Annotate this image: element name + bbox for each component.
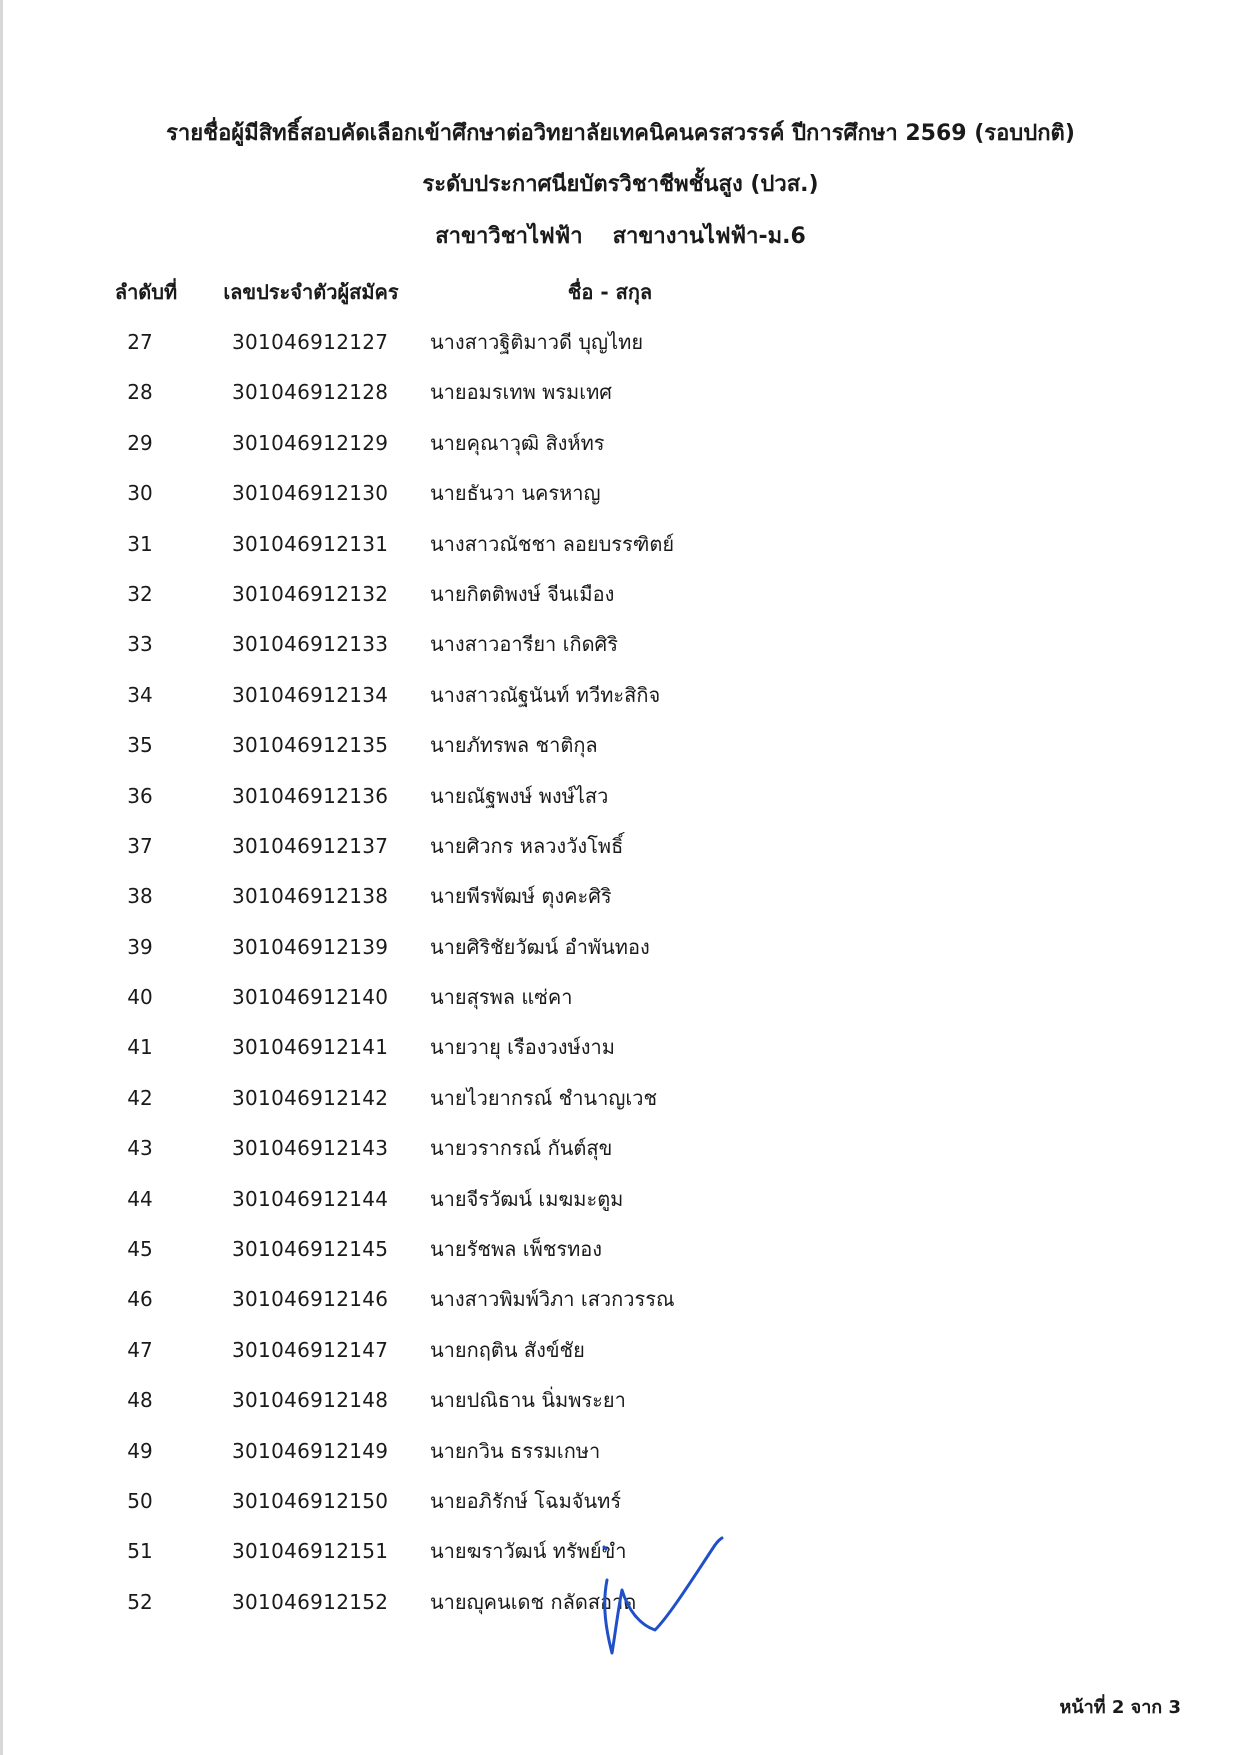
row-applicant-id: 301046912150 xyxy=(232,1488,389,1513)
table-row xyxy=(0,831,1241,881)
table-row xyxy=(0,478,1241,528)
row-seq: 29 xyxy=(127,430,153,455)
row-applicant-id: 301046912145 xyxy=(232,1237,389,1262)
row-seq: 41 xyxy=(127,1035,153,1060)
row-applicant-id: 301046912135 xyxy=(232,733,389,758)
department-line xyxy=(0,222,1241,252)
row-full-name: นางสาวพิมพ์วิภา เสวกวรรณ xyxy=(430,1287,675,1312)
department-label: สาขาวิชาไฟฟ้า xyxy=(435,224,583,249)
table-row xyxy=(0,1436,1241,1486)
row-seq: 33 xyxy=(127,632,153,657)
table-row xyxy=(0,1486,1241,1536)
row-seq: 30 xyxy=(127,481,153,506)
applicant-list xyxy=(0,327,1241,1637)
column-header-applicant-id: เลขประจำตัวผู้สมัคร xyxy=(223,280,399,304)
row-full-name: นายศิวกร หลวงวังโพธิ์ xyxy=(430,833,624,858)
row-seq: 35 xyxy=(127,733,153,758)
row-full-name: นายณัฐพงษ์ พงษ์ไสว xyxy=(430,783,609,808)
table-row xyxy=(0,327,1241,377)
row-seq: 43 xyxy=(127,1136,153,1161)
row-full-name: นายคุณาวุฒิ สิงห์ทร xyxy=(430,430,605,455)
row-applicant-id: 301046912138 xyxy=(232,884,389,909)
table-row xyxy=(0,982,1241,1032)
page-number: หน้าที่ 2 จาก 3 xyxy=(1059,1697,1181,1718)
row-full-name: นายญุคนเดช กลัดสอาด xyxy=(430,1589,637,1614)
table-row xyxy=(0,1133,1241,1183)
program-label: สาขางานไฟฟ้า-ม.6 xyxy=(612,224,806,249)
row-seq: 47 xyxy=(127,1337,153,1362)
row-full-name: นายอมรเทพ พรมเทศ xyxy=(430,380,612,405)
row-applicant-id: 301046912130 xyxy=(232,481,389,506)
row-seq: 49 xyxy=(127,1438,153,1463)
row-applicant-id: 301046912128 xyxy=(232,380,389,405)
row-full-name: นายวายุ เรืองวงษ์งาม xyxy=(430,1035,615,1060)
row-seq: 28 xyxy=(127,380,153,405)
row-seq: 44 xyxy=(127,1186,153,1211)
row-full-name: นายศิริชัยวัฒน์ อำพันทอง xyxy=(430,934,650,959)
row-seq: 45 xyxy=(127,1237,153,1262)
table-row xyxy=(0,579,1241,629)
row-full-name: นายรัชพล เพ็ชรทอง xyxy=(430,1237,603,1262)
row-full-name: นายสุรพล แซ่คา xyxy=(430,985,573,1010)
row-applicant-id: 301046912144 xyxy=(232,1186,389,1211)
row-seq: 50 xyxy=(127,1488,153,1513)
row-full-name: นางสาวฐิติมาวดี บุญไทย xyxy=(430,330,644,354)
row-seq: 48 xyxy=(127,1388,153,1413)
row-full-name: นางสาวอารียา เกิดศิริ xyxy=(430,632,618,657)
row-seq: 38 xyxy=(127,884,153,909)
table-row xyxy=(0,529,1241,579)
row-seq: 32 xyxy=(127,581,153,606)
row-applicant-id: 301046912149 xyxy=(232,1438,389,1463)
row-applicant-id: 301046912132 xyxy=(232,581,389,606)
document-subtitle: ระดับประกาศนียบัตรวิชาชีพชั้นสูง (ปวส.) xyxy=(422,172,819,197)
document-title: รายชื่อผู้มีสิทธิ์สอบคัดเลือกเข้าศึกษาต่อวิทยาลัยเทคนิคนครสวรรค์ ปีการศึกษา 2569 (รอบปกติ) xyxy=(166,121,1075,146)
row-applicant-id: 301046912147 xyxy=(232,1337,389,1362)
row-full-name: นายกฤติน สังข์ชัย xyxy=(430,1337,585,1362)
row-applicant-id: 301046912146 xyxy=(232,1287,389,1312)
handwritten-signature xyxy=(600,1535,750,1685)
row-applicant-id: 301046912139 xyxy=(232,934,389,959)
row-full-name: นายปณิธาน นิ่มพระยา xyxy=(430,1388,626,1413)
row-seq: 42 xyxy=(127,1085,153,1110)
row-seq: 31 xyxy=(127,531,153,556)
table-row xyxy=(0,1385,1241,1435)
table-row xyxy=(0,1284,1241,1334)
row-applicant-id: 301046912142 xyxy=(232,1085,389,1110)
row-full-name: นายฆราวัฒน์ ทรัพย์ขำ xyxy=(430,1539,627,1564)
row-applicant-id: 301046912152 xyxy=(232,1589,389,1614)
row-applicant-id: 301046912136 xyxy=(232,783,389,808)
row-seq: 46 xyxy=(127,1287,153,1312)
row-full-name: นางสาวณัชชา ลอยบรรฑิตย์ xyxy=(430,531,675,556)
row-full-name: นายพีรพัฒษ์ ตุงคะศิริ xyxy=(430,884,612,909)
table-row xyxy=(0,1234,1241,1284)
row-applicant-id: 301046912129 xyxy=(232,430,389,455)
row-seq: 36 xyxy=(127,783,153,808)
row-applicant-id: 301046912140 xyxy=(232,985,389,1010)
column-header-full-name: ชื่อ - สกุล xyxy=(567,280,653,304)
row-full-name: นายไวยากรณ์ ชำนาญเวช xyxy=(430,1085,658,1110)
row-full-name: นายกิตติพงษ์ จีนเมือง xyxy=(430,581,615,606)
table-row xyxy=(0,629,1241,679)
table-row xyxy=(0,1032,1241,1082)
row-applicant-id: 301046912133 xyxy=(232,632,389,657)
row-applicant-id: 301046912131 xyxy=(232,531,389,556)
row-seq: 39 xyxy=(127,934,153,959)
row-applicant-id: 301046912137 xyxy=(232,833,389,858)
signature-dot xyxy=(604,1547,606,1549)
row-seq: 34 xyxy=(127,682,153,707)
row-seq: 52 xyxy=(127,1589,153,1614)
table-row xyxy=(0,428,1241,478)
row-full-name: นายภัทรพล ชาติกุล xyxy=(430,733,598,758)
row-full-name: นายอภิรักษ์ โฉมจันทร์ xyxy=(430,1488,622,1513)
row-applicant-id: 301046912127 xyxy=(232,330,389,354)
row-seq: 51 xyxy=(127,1539,153,1564)
table-row xyxy=(0,730,1241,780)
table-row xyxy=(0,932,1241,982)
table-row xyxy=(0,1335,1241,1385)
row-full-name: นายธันวา นครหาญ xyxy=(430,481,601,506)
row-seq: 27 xyxy=(127,330,153,354)
table-row xyxy=(0,377,1241,427)
row-applicant-id: 301046912141 xyxy=(232,1035,389,1060)
table-row xyxy=(0,1083,1241,1133)
row-seq: 40 xyxy=(127,985,153,1010)
column-header-seq: ลำดับที่ xyxy=(114,280,178,304)
table-row xyxy=(0,1184,1241,1234)
row-seq: 37 xyxy=(127,833,153,858)
table-row xyxy=(0,680,1241,730)
signature-stroke xyxy=(605,1538,722,1653)
row-full-name: นายกวิน ธรรมเกษา xyxy=(430,1438,601,1463)
row-applicant-id: 301046912143 xyxy=(232,1136,389,1161)
row-full-name: นางสาวณัฐนันท์ ทวีทะสิกิจ xyxy=(430,682,661,707)
table-row xyxy=(0,781,1241,831)
row-full-name: นายวรากรณ์ กันต์สุข xyxy=(430,1136,613,1161)
row-full-name: นายจีรวัฒน์ เมฆมะตูม xyxy=(430,1186,624,1211)
row-applicant-id: 301046912148 xyxy=(232,1388,389,1413)
row-applicant-id: 301046912151 xyxy=(232,1539,389,1564)
row-applicant-id: 301046912134 xyxy=(232,682,389,707)
table-row xyxy=(0,881,1241,931)
